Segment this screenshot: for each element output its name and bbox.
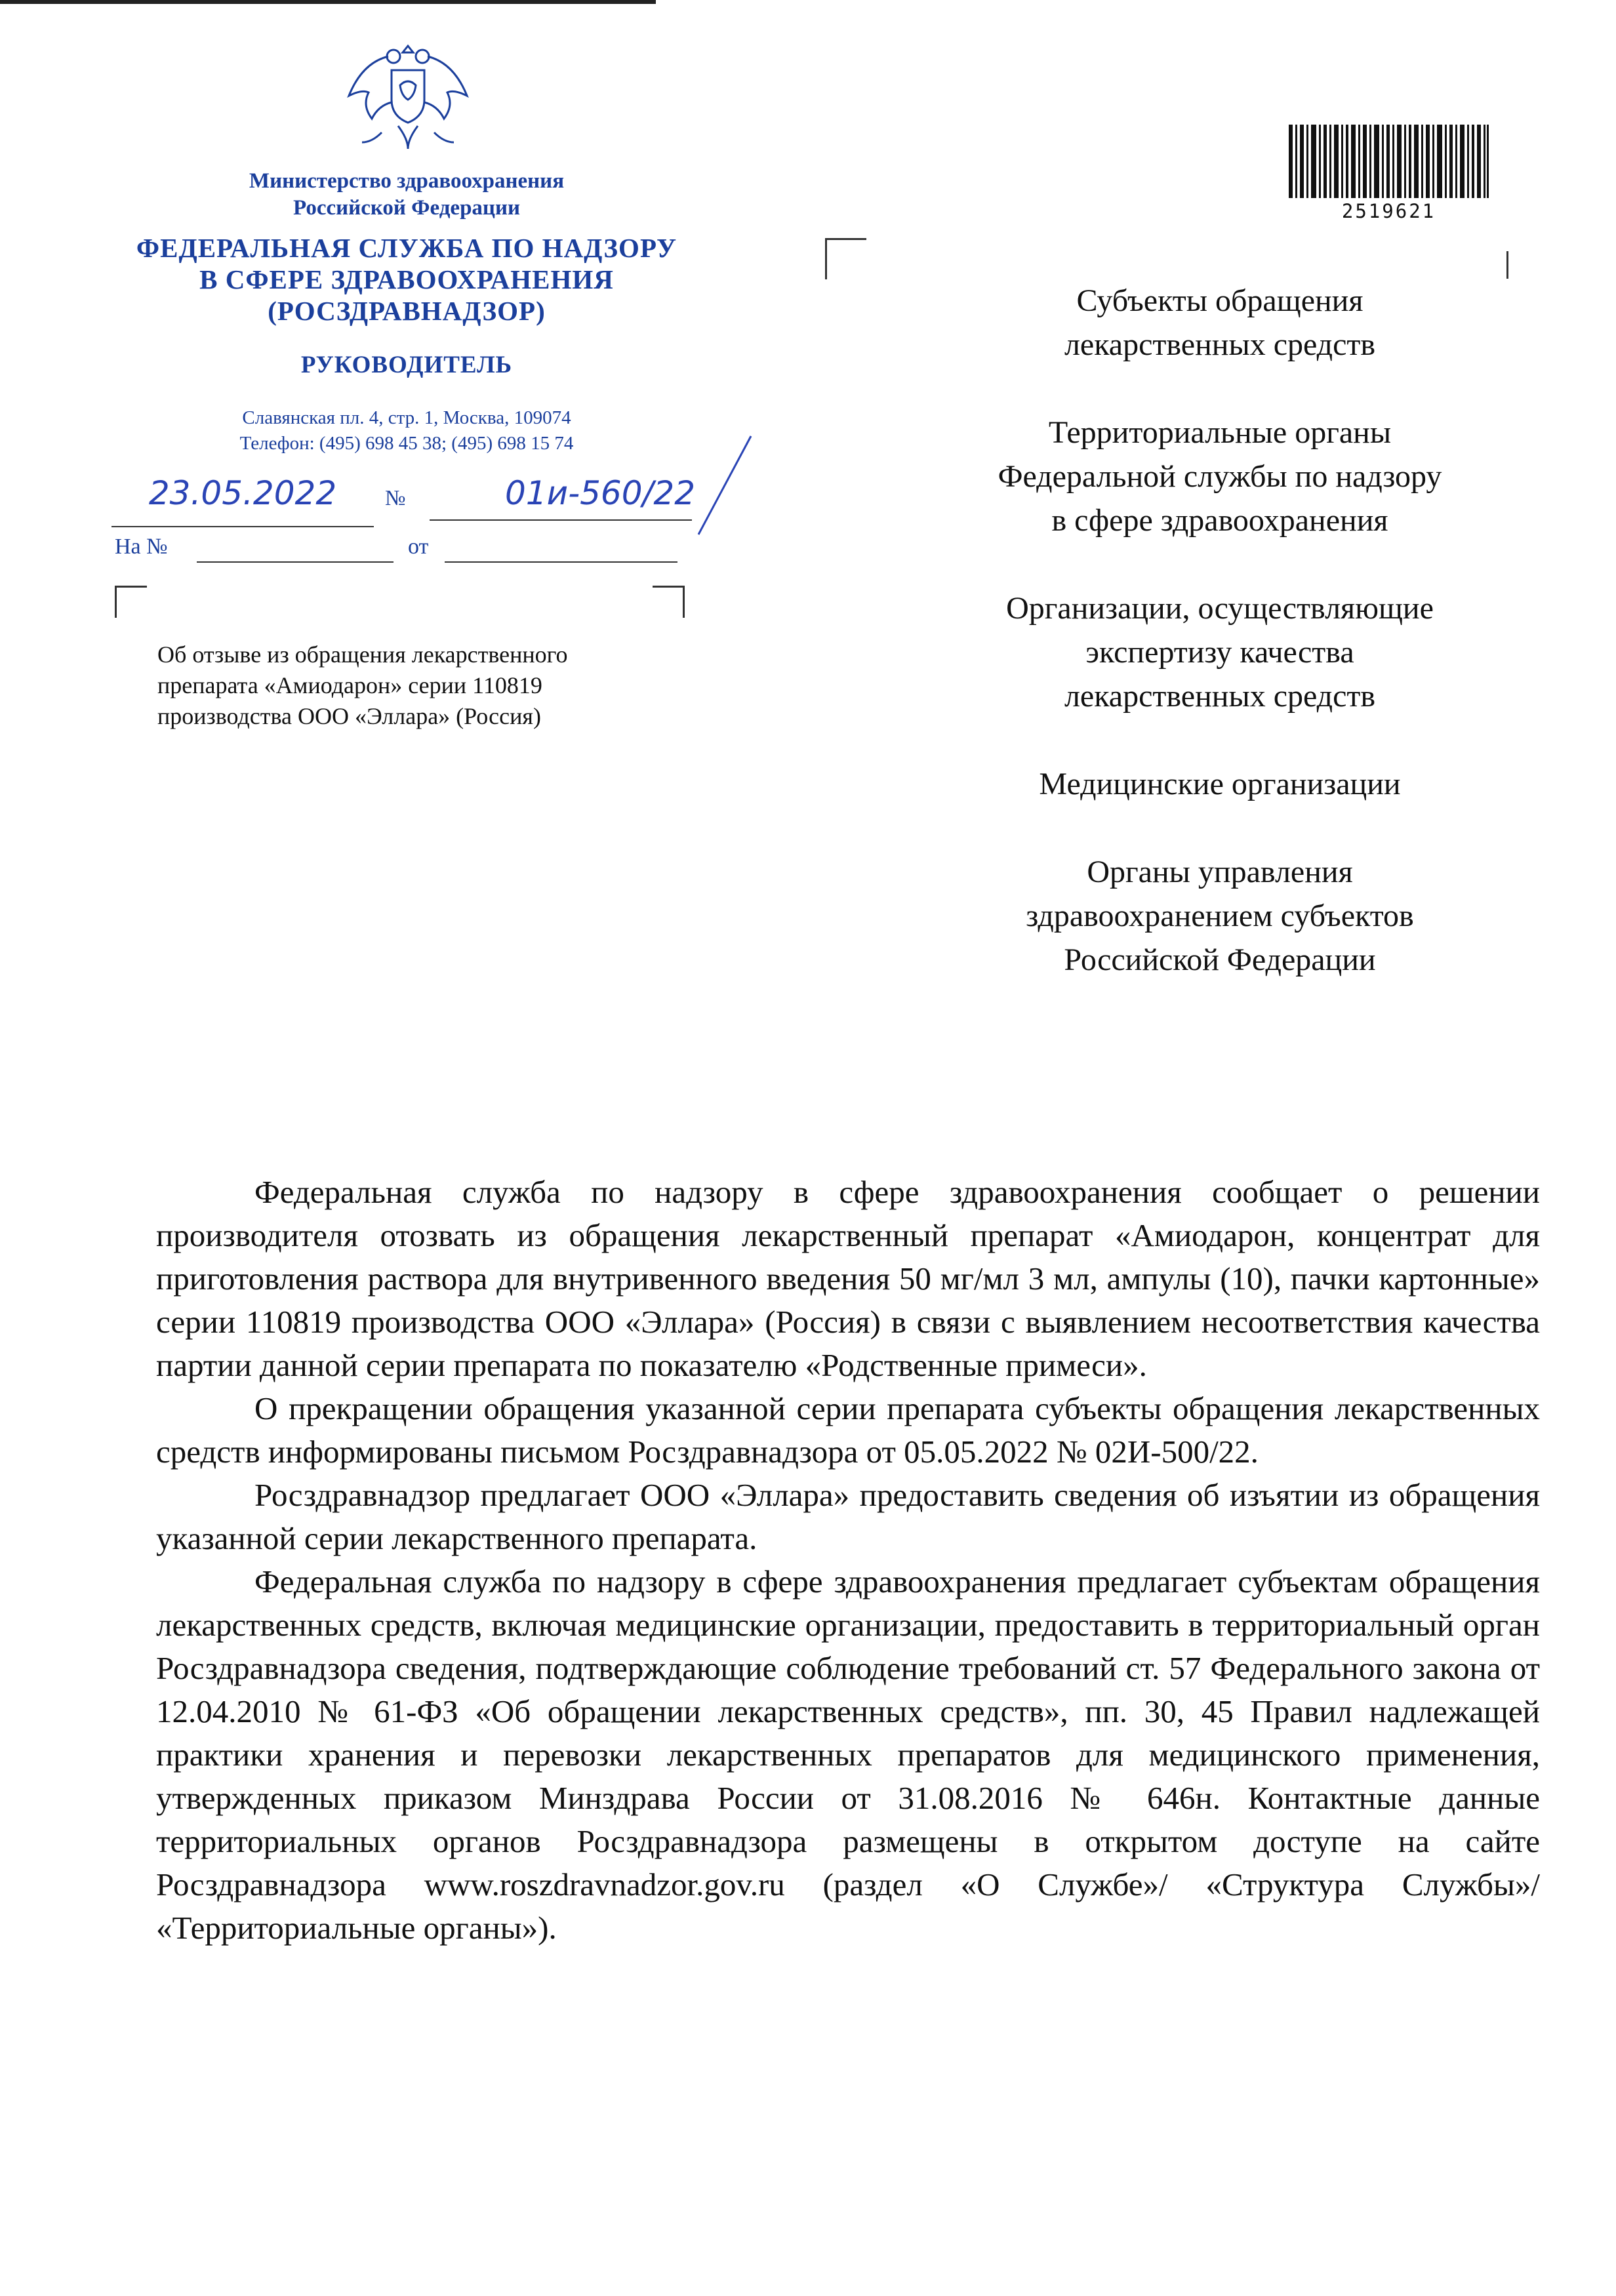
handwritten-slash-icon [689,433,761,538]
body-paragraph-3: Росздравнадзор предлагает ООО «Эллара» предоставить сведения об изъятии из обращения указанной серии лекарственного препарата. [156,1477,1540,1556]
position-title: РУКОВОДИТЕЛЬ [300,352,513,378]
address: Славянская пл. 4, стр. 1, Москва, 109074 [242,407,571,428]
barcode-number: 2519621 [1341,200,1436,222]
reply-date-blank [445,561,677,563]
addressee-list [879,279,1561,1026]
letter-subject [157,639,721,732]
body-paragraph-2: О прекращении обращения указанной серии препарата субъекты обращения лекарственных средств информированы письмом Росздравнадзора от 05.05.2022 № 02И-500/22. [156,1390,1540,1470]
subject-line-2: препарата «Амиодарон» серии 110819 [157,672,542,698]
contact-block [118,405,695,456]
reply-from-label: от [408,534,429,559]
registration-number: 01и-560/22 [504,474,696,512]
registration-date: 23.05.2022 [111,467,374,527]
coat-of-arms-icon [336,34,480,159]
service-name [85,232,728,327]
body-paragraph-4: Федеральная служба по надзору в сфере здравоохранения предлагает субъектам обращения лекарственных средств, включая медицинские организации, предоставить в территориальный орган Росздравнадзора сведения, подтверждающие соблюдение требований ст. 57 Федерального закона от 12.04.2010 № 61-ФЗ «Об обращении лекарственных средств», пп. 30, 45 Правил надлежащей практики хранения и перевозки лекарственных препаратов для медицинского применения, утвержденных приказом Минздрава России от 31.08.2016 № 646н. Контактные данные территориальных органов Росздравнадзора размещены в открытом доступе на сайте Росздравнадзора www.roszdravnadzor.gov.ru (раздел «О Службе»/ «Структура Службы»/ «Территориальные органы»). [156,1563,1540,1946]
subject-bracket-right [653,586,685,618]
addressee-item: Медицинские организации [1039,767,1401,801]
number-symbol: № [385,487,406,510]
service-line-1: ФЕДЕРАЛЬНАЯ СЛУЖБА ПО НАДЗОРУ [136,233,677,263]
subject-line-1: Об отзыве из обращения лекарственного [157,641,568,668]
reply-number-blank [197,561,394,563]
subject-line-3: производства ООО «Эллара» (Россия) [157,703,541,729]
ministry-line-2: Российской Федерации [293,196,520,220]
ministry-line-1: Министерство здравоохранения [249,169,565,193]
barcode-icon [1289,125,1489,198]
addressee-item: Субъекты обращения лекарственных средств [1064,283,1376,362]
addressee-item: Территориальные органы Федеральной службы по надзору в сфере здравоохранения [998,415,1442,538]
reply-number-label: На № [115,534,168,559]
ministry-name [118,168,695,222]
addressee-bracket-left [825,238,866,279]
service-line-2: В СФЕРЕ ЗДРАВООХРАНЕНИЯ [199,264,614,294]
body-paragraph-1: Федеральная служба по надзору в сфере здравоохранения сообщает о решении производителя отозвать из обращения лекарственный препарат «Амиодарон, концентрат для приготовления раствора для внутривенного введения 50 мг/мл 3 мл, ампулы (10), пачки картонные» серии 110819 производства ООО «Эллара» (Россия) в связи с выявлением несоответствия качества партии данной серии препарата по показателю «Родственные примеси». [156,1174,1540,1383]
subject-bracket-left [115,586,147,618]
phone: Телефон: (495) 698 45 38; (495) 698 15 74 [239,433,574,454]
service-line-3: (РОСЗДРАВНАДЗОР) [268,296,546,326]
scan-edge-mark [0,0,656,4]
number-underline [430,519,692,521]
addressee-item: Организации, осуществляющие экспертизу качества лекарственных средств [1006,591,1434,714]
addressee-item: Органы управления здравоохранением субъектов Российской Федерации [1026,855,1414,977]
letter-body [156,1171,1540,1950]
addressee-bracket-right [1506,251,1508,279]
